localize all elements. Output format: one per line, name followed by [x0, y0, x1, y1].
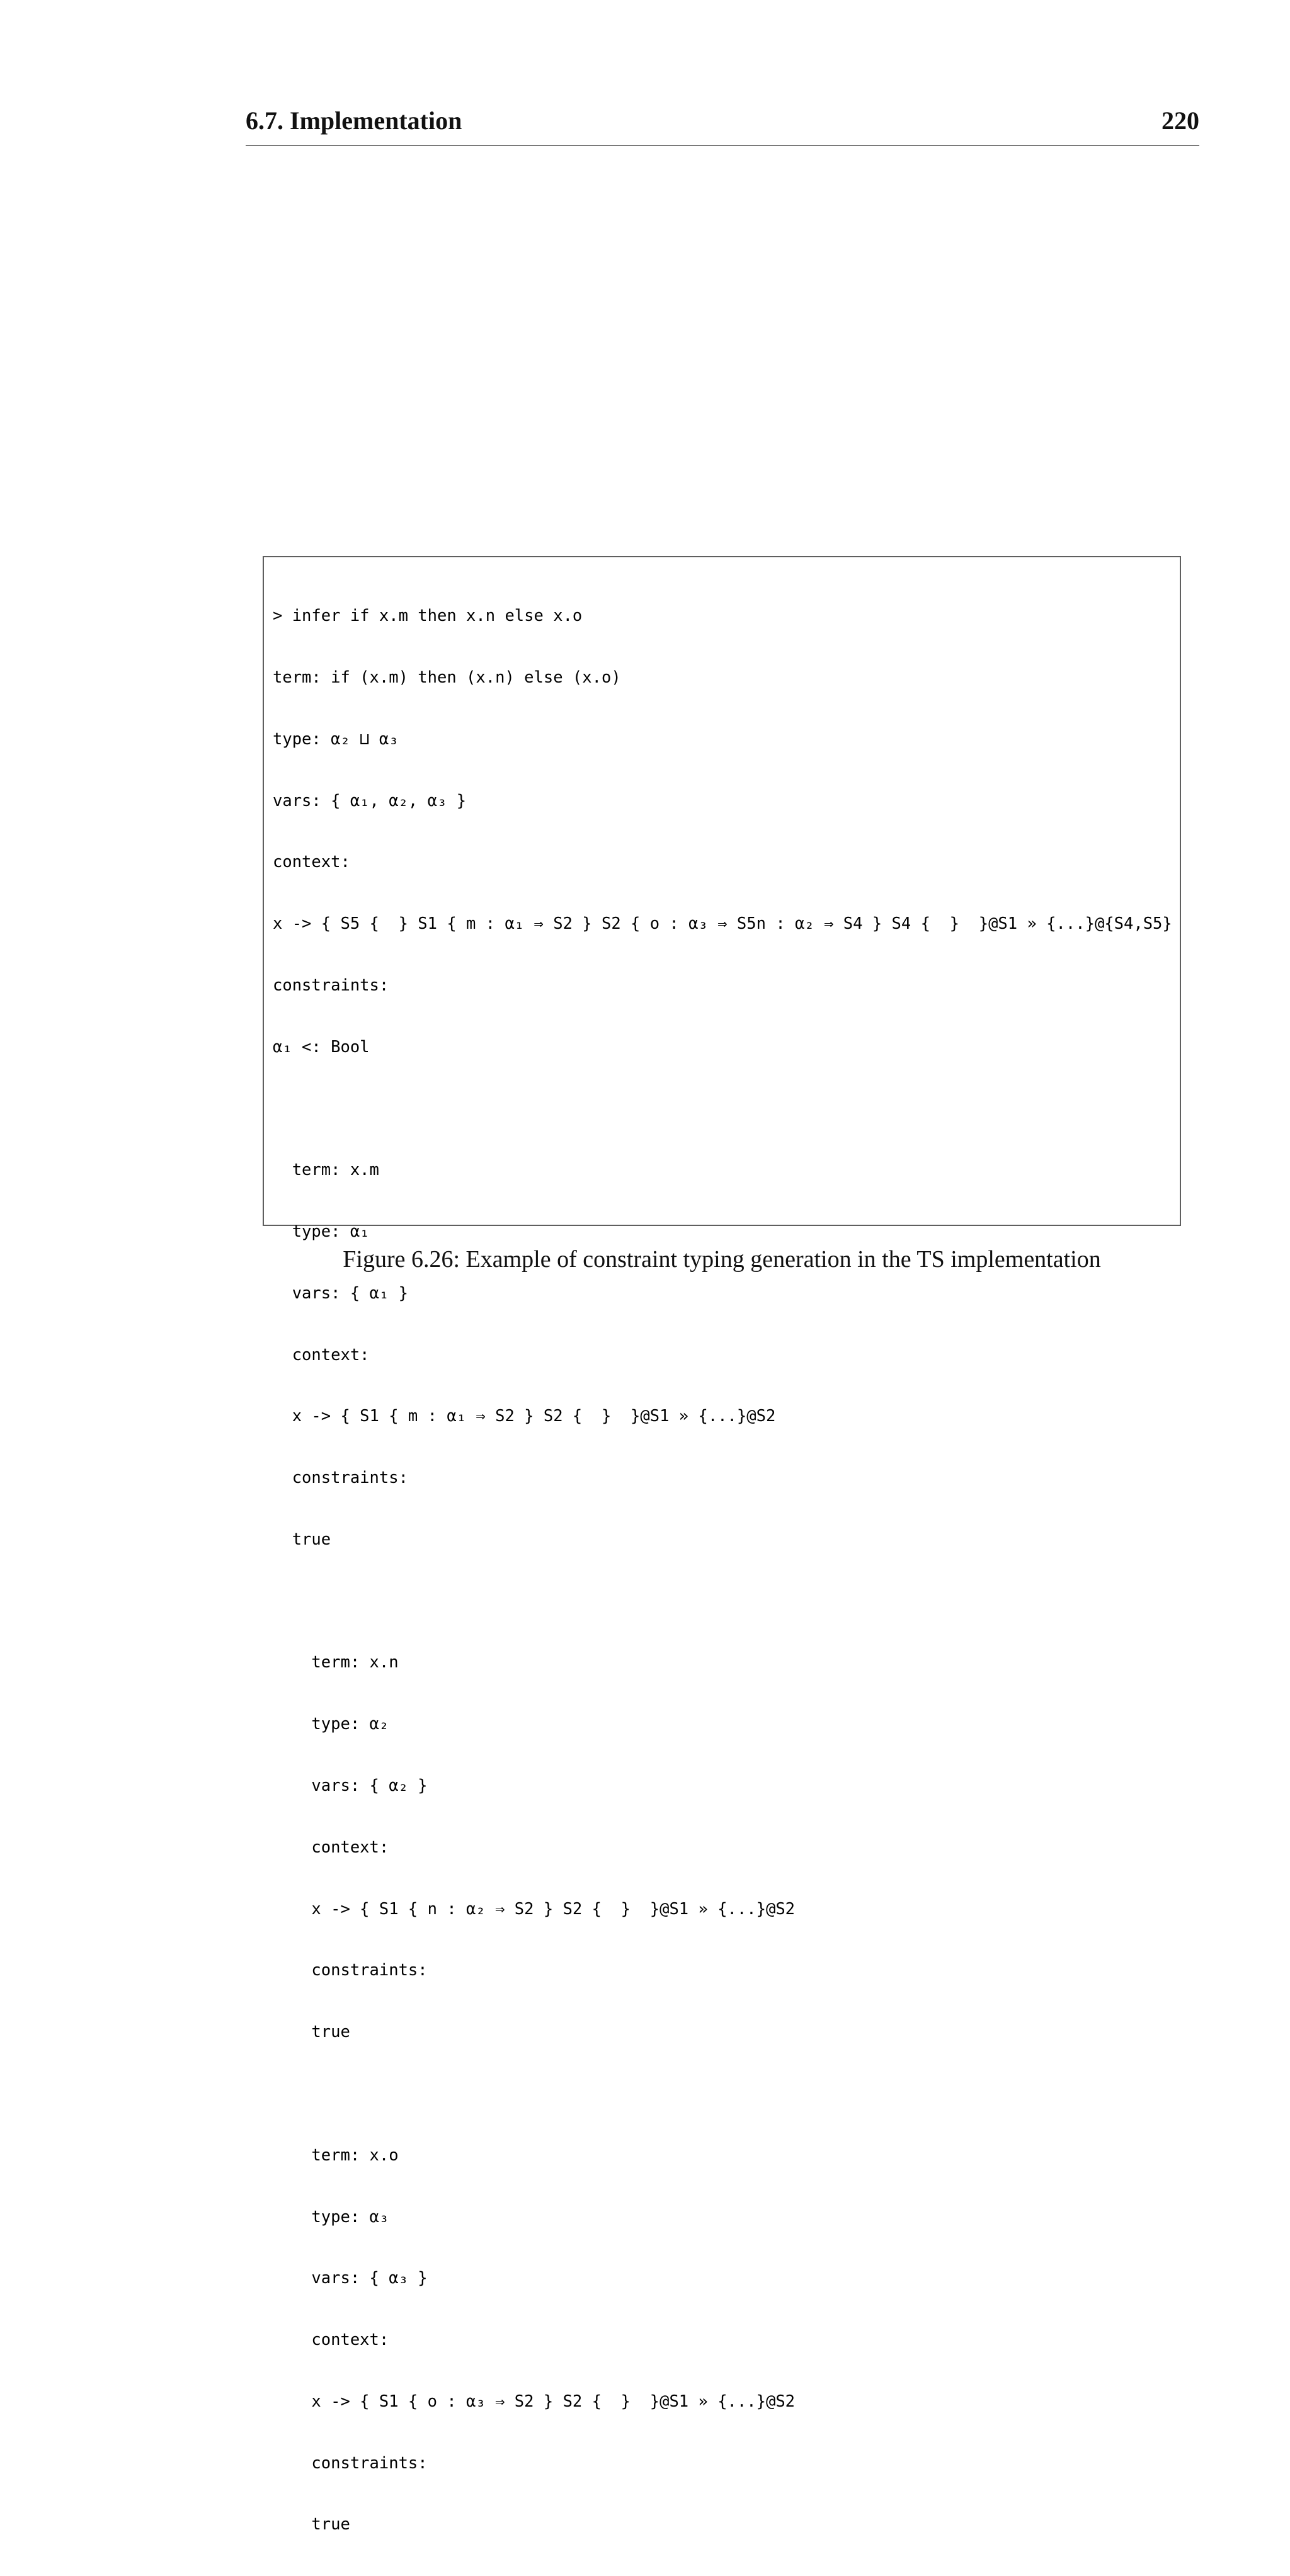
- code-line: true: [273, 2023, 350, 2042]
- code-line: x -> { S1 { m : α₁ ⇒ S2 } S2 { } }@S1 » {...}@S2: [273, 1407, 776, 1426]
- page-header: [246, 106, 1199, 146]
- code-line: x -> { S1 { o : α₃ ⇒ S2 } S2 { } }@S1 » {...}@S2: [273, 2392, 796, 2411]
- code-line: vars: { α₃ }: [273, 2269, 428, 2288]
- code-line: x -> { S1 { n : α₂ ⇒ S2 } S2 { } }@S1 » {...}@S2: [273, 1899, 796, 1919]
- code-line: term: x.n: [273, 1653, 399, 1672]
- code-line: constraints:: [273, 2453, 428, 2473]
- code-line: constraints:: [273, 975, 389, 995]
- code-line: true: [273, 1529, 331, 1549]
- section-title: 6.7. Implementation: [246, 106, 462, 135]
- page-number: 220: [1162, 106, 1199, 135]
- code-lines: [273, 565, 1173, 2576]
- code-line: constraints:: [273, 1961, 428, 1980]
- code-line: constraints:: [273, 1468, 408, 1488]
- code-line: [273, 1098, 1173, 1119]
- code-line: true: [273, 2515, 350, 2534]
- code-line: [273, 2084, 1173, 2104]
- code-line: vars: { α₁ }: [273, 1283, 408, 1303]
- code-line: context:: [273, 853, 350, 872]
- code-line: type: α₃: [273, 2207, 389, 2227]
- code-line: context:: [273, 1345, 370, 1365]
- code-line: vars: { α₂ }: [273, 1776, 428, 1796]
- code-line: type: α₂: [273, 1715, 389, 1734]
- code-line: > infer if x.m then x.n else x.o: [273, 606, 583, 626]
- code-line: type: α₁: [273, 1222, 370, 1241]
- code-line: [273, 1591, 1173, 1612]
- code-line: term: if (x.m) then (x.n) else (x.o): [273, 667, 621, 687]
- code-line: α₁ <: Bool: [273, 1037, 370, 1057]
- code-line: context:: [273, 1837, 389, 1857]
- code-line: term: x.o: [273, 2145, 399, 2165]
- code-line: term: x.m: [273, 1160, 379, 1180]
- code-line: context:: [273, 2330, 389, 2350]
- code-line: vars: { α₁, α₂, α₃ }: [273, 791, 467, 810]
- figure-caption: Figure 6.26: Example of constraint typing generation in the TS implementation: [343, 1246, 1101, 1273]
- code-line: x -> { S5 { } S1 { m : α₁ ⇒ S2 } S2 { o : α₃ ⇒ S5n : α₂ ⇒ S4 } S4 { } }@S1 » {...}@{S4,S5}: [273, 914, 1172, 934]
- code-line: type: α₂ ⊔ α₃: [273, 729, 399, 749]
